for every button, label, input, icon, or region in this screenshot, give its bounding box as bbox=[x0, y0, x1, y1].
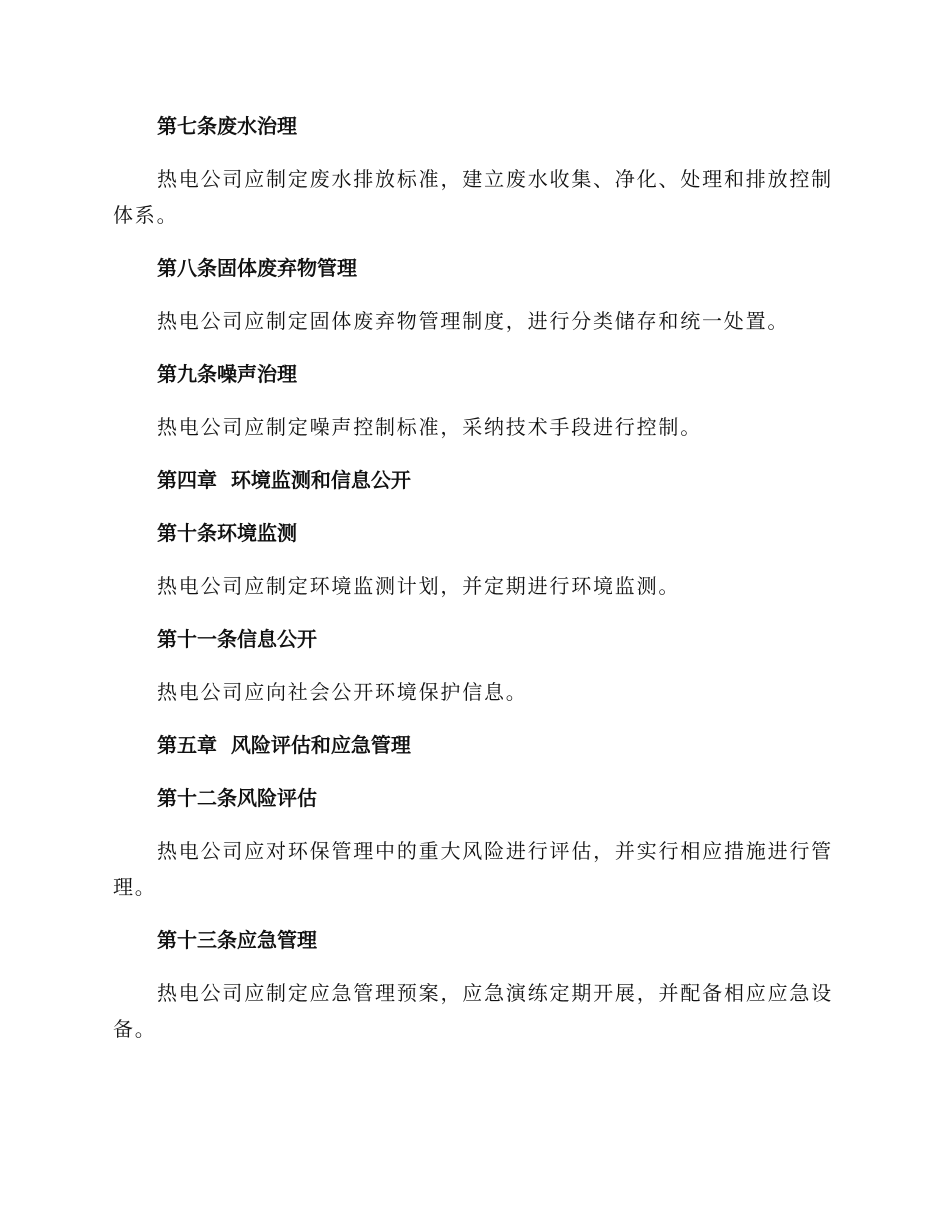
article-8-text: 热电公司应制定固体废弃物管理制度，进行分类储存和统一处置。 bbox=[157, 309, 790, 333]
article-13-heading: 第十三条应急管理 bbox=[157, 928, 317, 952]
document-body bbox=[113, 108, 833, 1064]
article-10-heading: 第十条环境监测 bbox=[157, 521, 297, 545]
article-8-heading: 第八条固体废弃物管理 bbox=[157, 256, 357, 280]
chapter-5-heading: 第五章 风险评估和应急管理 bbox=[157, 733, 411, 757]
article-7-heading: 第七条废水治理 bbox=[157, 114, 297, 138]
article-11-heading: 第十一条信息公开 bbox=[157, 627, 317, 651]
article-7-text: 热电公司应制定废水排放标准，建立废水收集、净化、处理和排放控制体系。 bbox=[113, 167, 833, 227]
article-9-text: 热电公司应制定噪声控制标准，采纳技术手段进行控制。 bbox=[157, 415, 702, 439]
article-12-heading: 第十二条风险评估 bbox=[157, 786, 317, 810]
article-9-heading: 第九条噪声治理 bbox=[157, 362, 297, 386]
article-13-text: 热电公司应制定应急管理预案，应急演练定期开展，并配备相应应急设备。 bbox=[113, 981, 833, 1041]
article-11-text: 热电公司应向社会公开环境保护信息。 bbox=[157, 680, 528, 704]
article-12-text: 热电公司应对环保管理中的重大风险进行评估，并实行相应措施进行管理。 bbox=[113, 839, 833, 899]
article-10-text: 热电公司应制定环境监测计划，并定期进行环境监测。 bbox=[157, 574, 681, 598]
chapter-4-heading: 第四章 环境监测和信息公开 bbox=[157, 468, 411, 492]
